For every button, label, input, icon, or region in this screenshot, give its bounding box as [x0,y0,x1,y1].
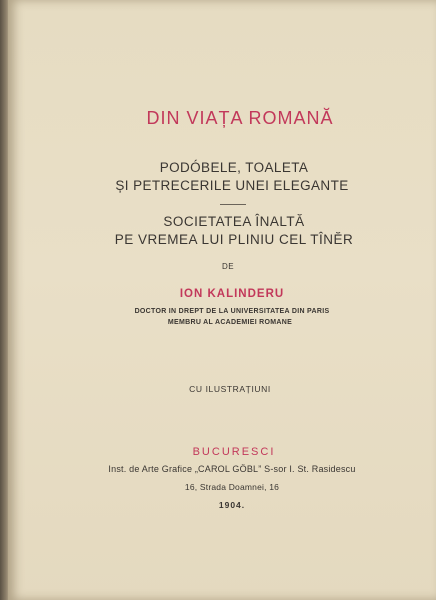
publication-year: 1904. [218,500,246,510]
publication-city: BUCURESCI [192,446,276,458]
book-title: DIN VIAȚA ROMANĂ [146,108,334,128]
subtitle-line-1: PODÓBELE, TOALETA [159,160,309,175]
subtitle-line-3: SOCIETATEA ÎNALTĂ [163,214,305,229]
by-label: DE [221,262,235,271]
subtitle-line-4: PE VREMEA LUI PLINIU CEL TÎNĔR [114,232,354,247]
divider-rule [220,204,246,205]
author-name: ION KALINDERU [179,288,285,300]
printer-name: Inst. de Arte Grafice „CAROL GÖBL” S-sor I. St. Rasidescu [108,464,356,474]
illustrations-note: CU ILUSTRAȚIUNI [189,384,271,394]
title-page [8,0,436,600]
author-credential-2: MEMBRU AL ACADEMIEI ROMANE [167,319,293,326]
subtitle-line-2: ȘI PETRECERILE UNEI ELEGANTE [115,178,349,193]
printer-address: 16, Strada Doamnei, 16 [184,482,280,492]
author-credential-1: DOCTOR IN DREPT DE LA UNIVERSITATEA DIN PARIS [134,308,330,315]
